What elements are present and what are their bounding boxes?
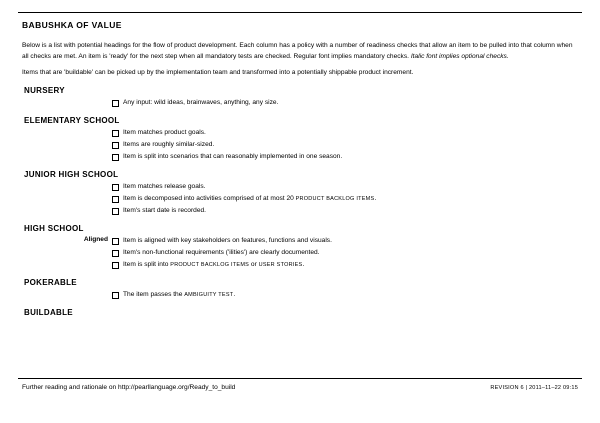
- check-label-text: Item is split into: [123, 261, 171, 269]
- footer-revision-number: 6: [520, 385, 524, 391]
- footer-date: 2011–11–22 09:15: [528, 385, 578, 391]
- checkbox[interactable]: [112, 154, 119, 161]
- checkbox[interactable]: [112, 184, 119, 191]
- intro-paragraph-1-regular: Below is a list with potential headings for the flow of product development. Each column has a policy with a number of readiness checks that allow an item to be pulled into that column when all checks are met. An item is 'ready' for the next step when all mandatory tests are checked. Regular font implies mandatory checks.: [22, 42, 573, 60]
- check-label-text: The item passes the: [123, 291, 185, 299]
- section-heading: POKERABLE: [24, 278, 77, 288]
- check-list: [22, 236, 580, 271]
- section-pokerable: [22, 278, 580, 301]
- section-heading: HIGH SCHOOL: [24, 224, 84, 234]
- intro-paragraph-1-italic: Italic font implies optional checks.: [410, 52, 509, 60]
- check-label: Item matches release goals.: [123, 183, 206, 191]
- footer-revision-label: REVISION: [490, 385, 519, 391]
- check-label-smallcaps-2: USER STORIES: [258, 262, 303, 269]
- check-label-smallcaps: PRODUCT BACKLOG ITEMS: [295, 196, 375, 203]
- footer: [22, 384, 578, 391]
- check-label-smallcaps: PRODUCT BACKLOG ITEMS: [170, 262, 250, 269]
- section-buildable: [22, 308, 580, 317]
- check-label: Item is split into scenarios that can reasonably implemented in one season.: [123, 153, 343, 161]
- page-title: BABUSHKA OF VALUE: [22, 20, 122, 30]
- check-list: [22, 128, 580, 163]
- section-elementary-school: [22, 116, 580, 163]
- check-row[interactable]: [22, 182, 580, 193]
- footer-reading-link[interactable]: Further reading and rationale on http://pearllanguage.org/Ready_to_build: [22, 384, 236, 391]
- check-label-tail-2: .: [302, 261, 305, 269]
- check-label: [123, 290, 235, 300]
- check-row[interactable]: [22, 206, 580, 217]
- section-heading: BUILDABLE: [24, 308, 73, 318]
- check-row[interactable]: [22, 260, 580, 271]
- check-list: [22, 182, 580, 217]
- checkbox[interactable]: [112, 100, 119, 107]
- check-row[interactable]: [22, 152, 580, 163]
- check-label: Item's start date is recorded.: [123, 207, 206, 215]
- check-label-tail: .: [233, 291, 236, 299]
- check-qualifier: Aligned: [83, 236, 108, 244]
- check-row[interactable]: [22, 128, 580, 139]
- section-heading: NURSERY: [24, 86, 65, 96]
- check-label-text: Item is decomposed into activities comprised of at most 20: [123, 195, 296, 203]
- footer-separator: |: [525, 385, 528, 391]
- footer-revision: [490, 385, 578, 391]
- check-label: Any input: wild ideas, brainwaves, anything, any size.: [123, 99, 279, 107]
- checkbox[interactable]: [112, 262, 119, 269]
- check-label: Item is aligned with key stakeholders on features, functions and visuals.: [123, 237, 332, 245]
- checkbox[interactable]: [112, 196, 119, 203]
- checkbox[interactable]: [112, 208, 119, 215]
- check-list: [22, 290, 580, 301]
- check-row[interactable]: [22, 236, 580, 247]
- footer-divider: [18, 378, 582, 379]
- check-label: Item's non-functional requirements ('ilities') are clearly documented.: [123, 249, 320, 257]
- check-row[interactable]: [22, 290, 580, 301]
- document-content: [22, 20, 580, 320]
- check-row[interactable]: [22, 194, 580, 205]
- check-label: [123, 194, 376, 204]
- check-label-smallcaps: AMBIGUITY TEST: [184, 292, 234, 299]
- section-nursery: [22, 86, 580, 109]
- check-label-tail: or: [249, 261, 259, 269]
- check-label-tail: .: [374, 195, 377, 203]
- section-high-school: [22, 224, 580, 271]
- section-heading: JUNIOR HIGH SCHOOL: [24, 170, 119, 180]
- check-list: [22, 98, 580, 109]
- intro-paragraph-1: [22, 41, 574, 62]
- section-heading: ELEMENTARY SCHOOL: [24, 116, 120, 126]
- check-row[interactable]: [22, 140, 580, 151]
- section-junior-high-school: [22, 170, 580, 217]
- checkbox[interactable]: [112, 130, 119, 137]
- header-divider: [18, 12, 582, 13]
- check-label: [123, 260, 304, 270]
- check-row[interactable]: [22, 248, 580, 259]
- check-label: Item matches product goals.: [123, 129, 206, 137]
- intro-paragraph-2: Items that are 'buildable' can be picked up by the implementation team and transformed into a potentially shippable product increment.: [22, 69, 414, 77]
- checkbox[interactable]: [112, 292, 119, 299]
- checkbox[interactable]: [112, 250, 119, 257]
- checkbox[interactable]: [112, 238, 119, 245]
- check-row[interactable]: [22, 98, 580, 109]
- intro-text: [22, 41, 574, 79]
- check-label: Items are roughly similar-sized.: [123, 141, 215, 149]
- checkbox[interactable]: [112, 142, 119, 149]
